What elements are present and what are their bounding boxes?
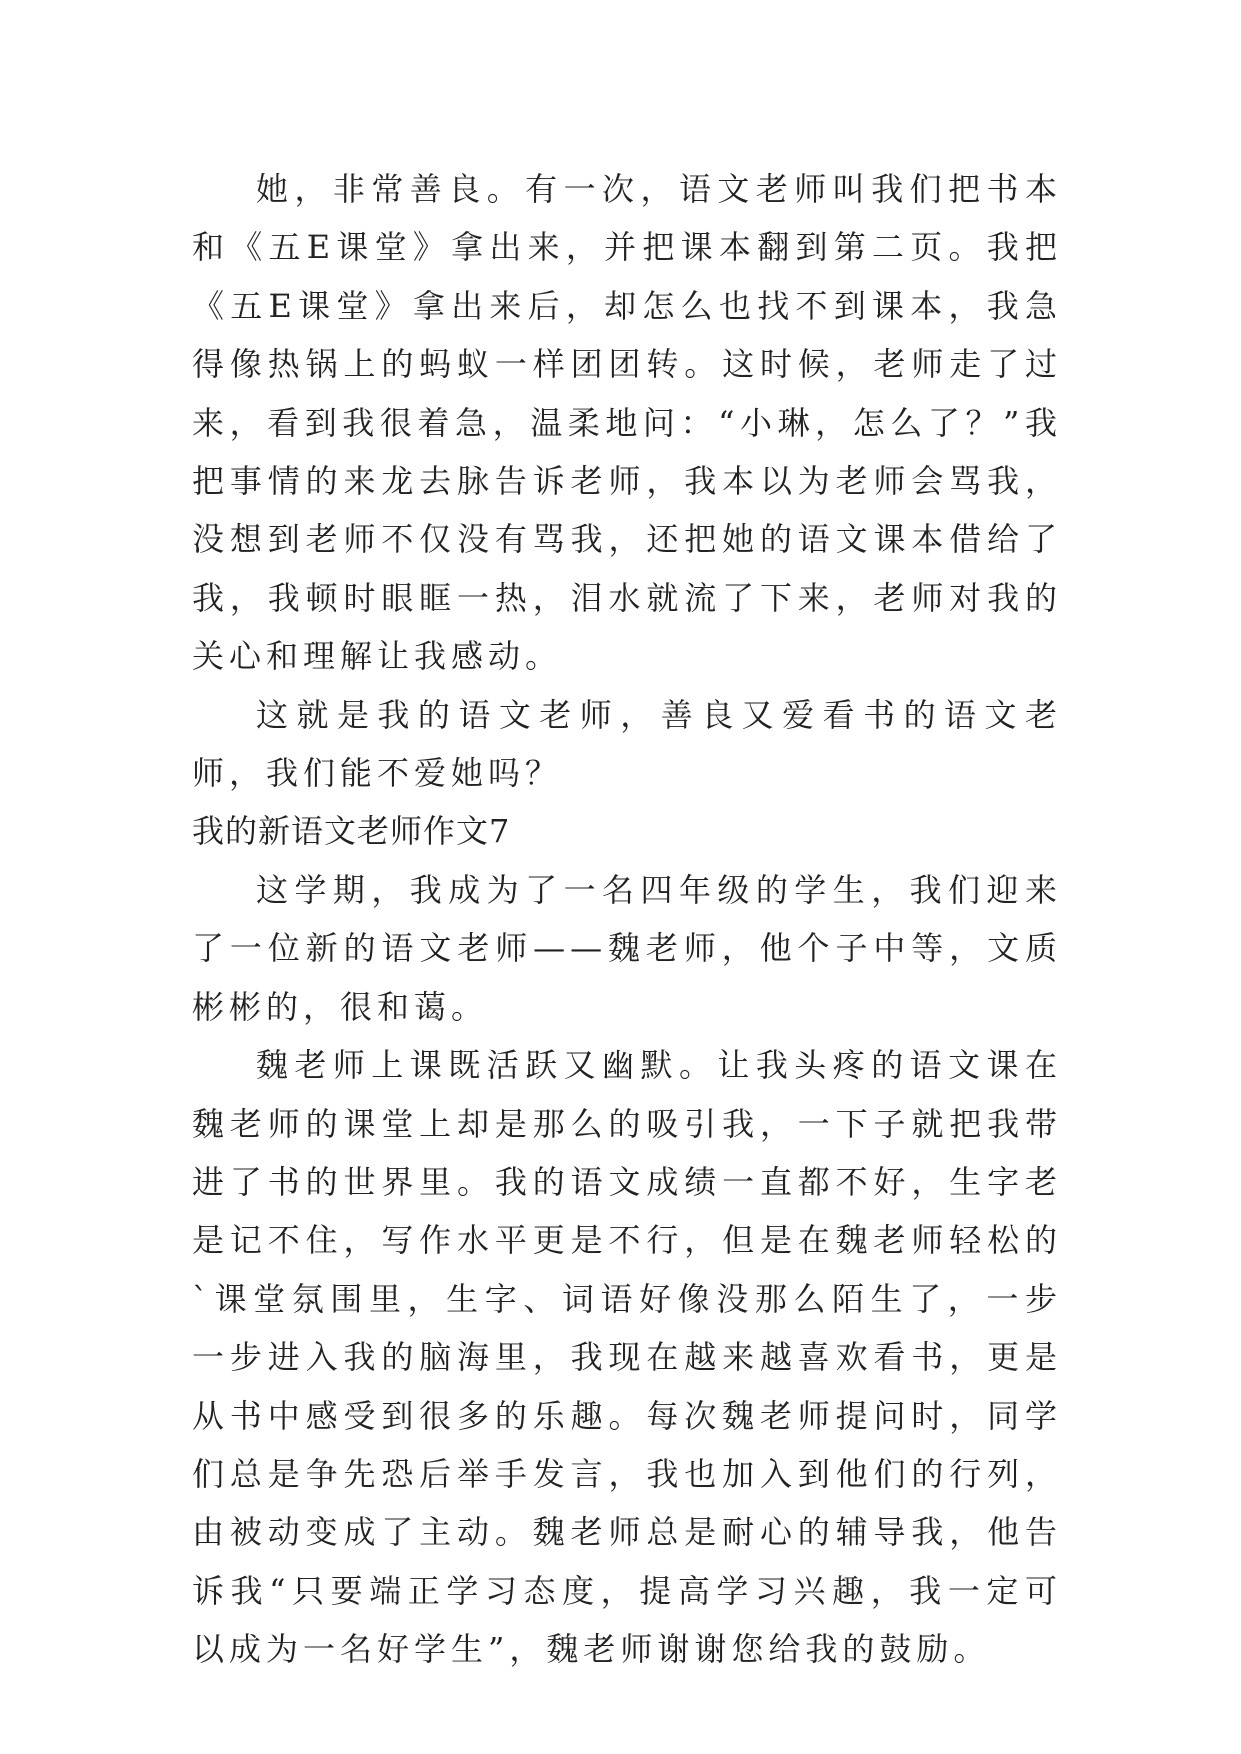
document-page <box>192 160 1062 1679</box>
paragraph-intro: 这学期，我成为了一名四年级的学生，我们迎来了一位新的语文老师——魏老师，他个子中等，文质彬彬的，很和蔼。 <box>192 870 1062 1026</box>
paragraph-class-description: 魏老师上课既活跃又幽默。让我头疼的语文课在魏老师的课堂上却是那么的吸引我，一下子就把我带进了书的世界里。我的语文成绩一直都不好，生字老是记不住，写作水平更是不行，但是在魏老师轻松的`课堂氛围里，生字、词语好像没那么陌生了，一步一步进入我的脑海里，我现在越来越喜欢看书，更是从书中感受到很多的乐趣。每次魏老师提问时，同学们总是争先恐后举手发言，我也加入到他们的行列，由被动变成了主动。魏老师总是耐心的辅导我，他告诉我“只要端正学习态度，提高学习兴趣，我一定可以成为一名好学生”，魏老师谢谢您给我的鼓励。 <box>192 1046 1062 1669</box>
essay-heading: 我的新语文老师作文7 <box>192 812 511 851</box>
paragraph-conclusion: 这就是我的语文老师，善良又爱看书的语文老师，我们能不爱她吗？ <box>192 695 1062 793</box>
paragraph-kindness: 她，非常善良。有一次，语文老师叫我们把书本和《五E课堂》拿出来，并把课本翻到第二页。我把《五E课堂》拿出来后，却怎么也找不到课本，我急得像热锅上的蚂蚁一样团团转。这时候，老师走了过来，看到我很着急，温柔地问：“小琳，怎么了？”我把事情的来龙去脉告诉老师，我本以为老师会骂我，没想到老师不仅没有骂我，还把她的语文课本借给了我，我顿时眼眶一热，泪水就流了下来，老师对我的关心和理解让我感动。 <box>192 170 1062 676</box>
